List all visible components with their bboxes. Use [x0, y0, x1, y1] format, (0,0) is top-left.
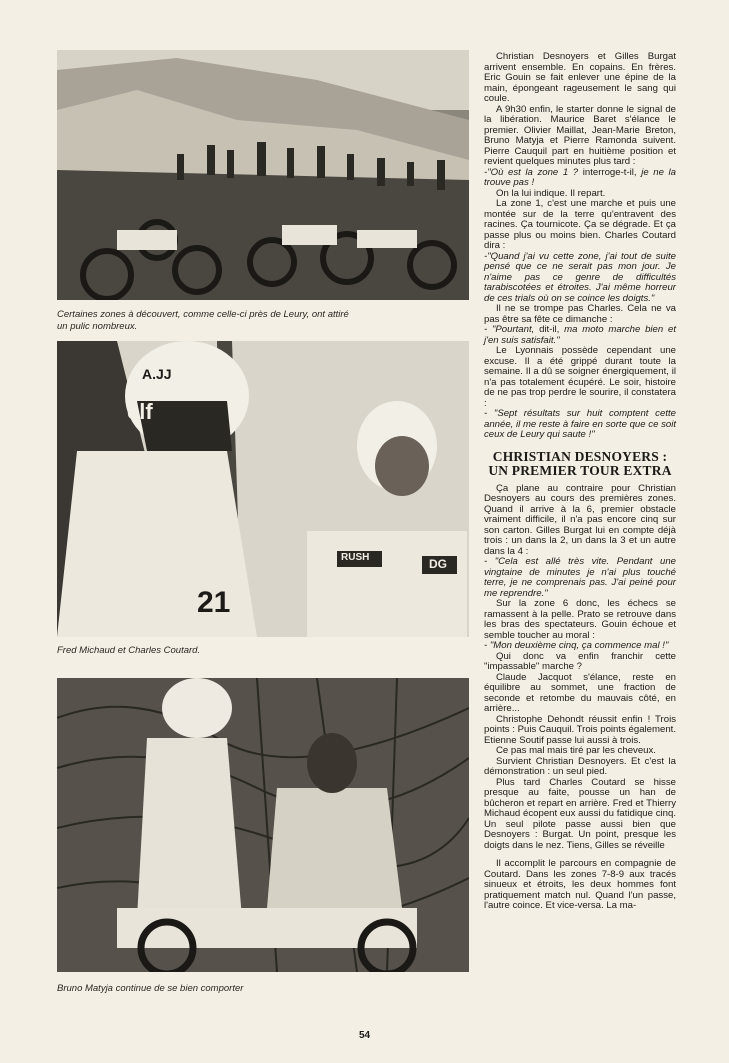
- riders-image: [57, 341, 469, 637]
- photo-rider-bushes: [57, 678, 469, 972]
- article-paragraph: Il accomplit le parcours en compagnie de Coutard. Dans les zones 7-8-9 aux tracés sinueux et étroits, les deux hommes font pratiquement match nul. Quand l'un passe, l'autre coince. Et vice-versa. La ma-: [484, 858, 676, 911]
- section-heading: CHRISTIAN DESNOYERS : UN PREMIER TOUR EXTRA: [488, 448, 672, 478]
- article-paragraph: A 9h30 enfin, le starter donne le signal de la libération. Maurice Baret s'élance le premier. Olivier Maillat, Jean-Marie Breton, Bruno Matyja et Pierre Ramonda suivent. Pierre Cauquil part en huitième position et revient quelques minutes plus tard :: [484, 103, 676, 167]
- article-column: [484, 52, 676, 912]
- article-quote: - "Sept résultats sur huit comptent cette année, il me reste à faire en sorte que ce soit ceux de Leury qui saute !": [484, 408, 676, 440]
- quote-attribution: interroge-t-il,: [578, 166, 642, 178]
- article-paragraph: Ça plane au contraire pour Christian Desnoyers au cours des premières zones. Quand il arrive à la 6, premier obstacle vraiment difficile, il n'a pas encore cinq sur son carton. Gilles Burgat lui en compte déjà trois : un dans la 2, un dans la 3 et un autre dans la 4 :: [484, 482, 676, 557]
- article-paragraph: Survient Christian Desnoyers. Et c'est la démonstration : un seul pied.: [484, 755, 676, 777]
- rider-bushes-image: [57, 678, 469, 972]
- quote-text: - "Pourtant,: [484, 324, 535, 335]
- article-quote: -"Quand j'ai vu cette zone, j'ai tout de suite pensé que ce ne serait pas mon jour. Je n'aime pas ce genre de difficultés tarabiscotées et étroites. J'ai même horreur de ces trials où on se coince les doigts.": [484, 250, 676, 304]
- article-quote: - "Mon deuxième cinq, ça commence mal !": [484, 640, 669, 651]
- article-quote: - "Cela est allé très vite. Pendant une vingtaine de minutes je n'ai plus touché terre, je ne comprenais pas. J'ai peiné pour me reprendre.": [484, 556, 676, 599]
- article-paragraph: Il ne se trompe pas Charles. Cela ne va pas être sa fête ce dimanche :: [484, 303, 676, 325]
- photo-crowd-motorbikes: [57, 50, 469, 300]
- quote-attribution: dit-il,: [534, 324, 565, 335]
- article-paragraph: Christian Desnoyers et Gilles Burgat arrivent ensemble. En copains. En frères. Eric Gouin se fait enlever une épine de la main, épongeant rageusement le sang qui coule.: [484, 51, 676, 104]
- page-number: 54: [358, 1030, 371, 1041]
- crowd-scene-image: [57, 50, 469, 300]
- rider-number: 21: [197, 586, 231, 619]
- photo-caption: Fred Michaud et Charles Coutard.: [57, 645, 201, 656]
- article-paragraph: Le Lyonnais possède cependant une excuse. Il a été grippé durant toute la semaine. Il a dû se soigner énergiquement, il n'a pas totalement écupéré. Le soir, histoire de ne pas trop perdre le sourire, il constatera :: [484, 345, 676, 409]
- article-paragraph: Ce pas mal mais tiré par les cheveux.: [496, 745, 656, 756]
- helmet-logo-text: A.JJ: [142, 366, 172, 382]
- quote-text: je ne la trouve pas !: [484, 166, 676, 188]
- article-paragraph: Claude Jacquot s'élance, reste en équilibre au sommet, une fraction de seconde et retombe du mauvais côté, en arrière...: [484, 671, 676, 714]
- jersey-sponsor-text: RUSH: [341, 552, 370, 563]
- photo-riders-portrait: [57, 341, 469, 637]
- quote-text: ma moto marche bien et j'en suis satisfait.": [484, 324, 677, 346]
- article-quote: [484, 325, 676, 346]
- jersey-logo-text: DG: [429, 557, 447, 571]
- article-quote: [484, 168, 676, 189]
- photo-caption: Bruno Matyja continue de se bien comporter: [57, 983, 244, 994]
- article-paragraph: On la lui indique. Il repart.: [496, 187, 606, 199]
- article-paragraph: Plus tard Charles Coutard se hisse presque au faite, pousse un han de bûcheron et repart en arrière. Fred et Thierry Michaud écopent eux aussi du fatidique cinq. Un seul pilote passe aussi bien que Desnoyers : Burgat. Un point, presque les doigts dans le nez. Tiens, Gilles se réveille: [484, 776, 676, 851]
- quote-text: -"Où est la zone 1 ?: [484, 166, 579, 178]
- helmet-elf-logo: elf: [127, 399, 153, 424]
- article-paragraph: Qui donc va enfin franchir cette "impassable" marche ?: [484, 650, 676, 672]
- photo-caption: Certaines zones à découvert, comme celle-ci près de Leury, ont attiré un pulic nombreux.: [57, 309, 349, 332]
- article-paragraph: La zone 1, c'est une marche et puis une montée sur de la terre qu'entravent des racines. Ça tournicote. Ça se dégrade. Et ça passe plus ou moins bien. Charles Coutard dira :: [484, 198, 676, 251]
- article-paragraph: Christophe Dehondt réussit enfin ! Trois points : Puis Cauquil. Trois points également. Etienne Soutif passe lui aussi à trois.: [484, 713, 676, 746]
- article-paragraph: Sur la zone 6 donc, les échecs se ramassent à la pelle. Prato se retrouve dans les bras des spectateurs. Gouin échoue et semble toucher au moral :: [484, 598, 676, 641]
